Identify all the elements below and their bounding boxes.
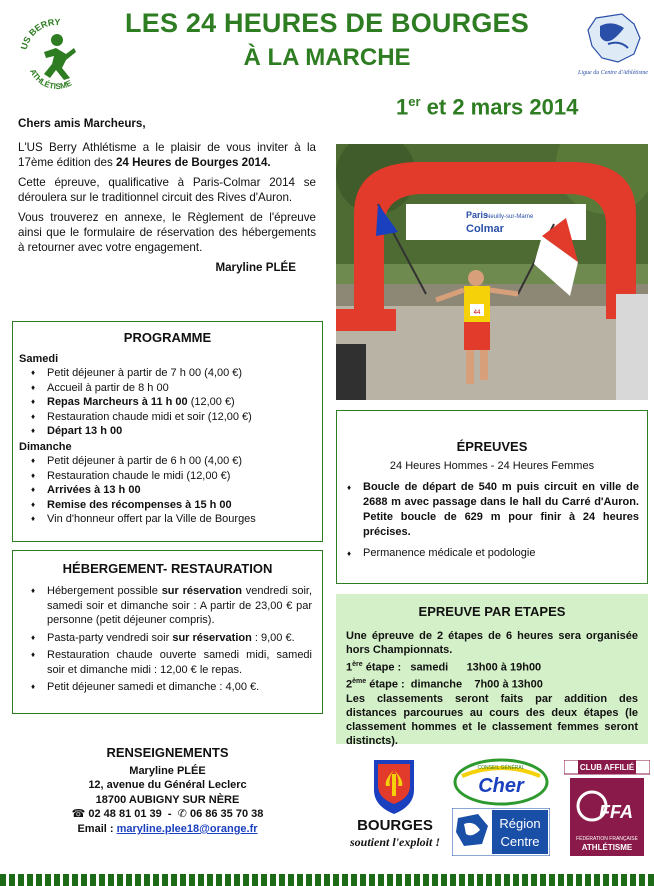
list-item: ♦ Petit déjeuner samedi et dimanche : 4,00 €. (31, 680, 316, 695)
epreuves-title: ÉPREUVES (456, 439, 528, 454)
svg-text:Région: Région (499, 816, 541, 831)
greeting: Chers amis Marcheurs, (18, 117, 146, 130)
svg-text:Ligue du Centre d'Athlétisme: Ligue du Centre d'Athlétisme (578, 70, 648, 76)
etape-1: 1ère étape : samedi 13h00 à 19h00 (346, 660, 542, 674)
svg-text:FFA: FFA (599, 802, 633, 822)
phone-icon: ☎ (71, 808, 86, 821)
region-centre-logo (452, 808, 550, 856)
contact-block (12, 746, 323, 837)
list-item: ♦ Accueil à partir de 8 h 00 (31, 381, 316, 396)
svg-text:FÉDÉRATION FRANÇAISE: FÉDÉRATION FRANÇAISE (576, 836, 638, 842)
epreuves-list (345, 480, 639, 561)
page-title: LES 24 HEURES DE BOURGES (125, 8, 529, 38)
list-item: ♦ Départ 13 h 00 (31, 424, 316, 439)
svg-text:Colmar: Colmar (466, 223, 504, 235)
etapes-box (336, 594, 648, 748)
list-item: ♦ Restauration chaude le midi (12,00 €) (31, 469, 316, 484)
list-item: ♦ Petit déjeuner à partir de 6 h 00 (4,00 €) (31, 454, 316, 469)
programme-title: PROGRAMME (123, 330, 212, 345)
contact-phone: 02 48 81 01 39 (88, 808, 162, 821)
page-subtitle: À LA MARCHE (243, 44, 411, 71)
svg-text:ATHLÉTISME: ATHLÉTISME (28, 67, 74, 92)
dimanche-list (19, 454, 316, 527)
contact-phones: ☎ 02 48 81 01 39 - ✆ 06 86 35 70 38 (71, 808, 264, 821)
race-photo (336, 144, 648, 400)
mobile-icon: ✆ (177, 808, 187, 821)
contact-name: Maryline PLÉE (129, 764, 206, 777)
samedi-list (19, 366, 316, 439)
us-berry-logo (14, 10, 100, 96)
list-item: ♦ Petit déjeuner à partir de 7 h 00 (4,00 €) (31, 366, 316, 381)
list-item: ♦ Arrivées à 13 h 00 (31, 483, 316, 498)
contact-email-line: Email : maryline.plee18@orange.fr (77, 822, 258, 835)
svg-text:US BERRY: US BERRY (18, 16, 61, 51)
etapes-intro: Une épreuve de 2 étapes de 6 heures sera organisée hors Championnats. (346, 630, 638, 657)
svg-text:CONSEIL GÉNÉRAL: CONSEIL GÉNÉRAL (477, 765, 525, 771)
cher-logo (452, 756, 550, 806)
svg-text:Cher: Cher (478, 775, 524, 797)
ffa-logo (564, 760, 650, 856)
svg-text:soutient l'exploit !: soutient l'exploit ! (349, 835, 441, 849)
day-label-dimanche: Dimanche (19, 440, 72, 453)
contact-address-1: 12, avenue du Général Leclerc (88, 779, 247, 792)
hebergement-list (19, 584, 316, 695)
intro-letter (18, 116, 316, 280)
day-label-samedi: Samedi (19, 353, 59, 365)
epreuves-box (336, 410, 648, 584)
epreuves-subtitle: 24 Heures Hommes - 24 Heures Femmes (389, 460, 595, 472)
ligue-centre-logo (578, 10, 648, 82)
svg-text:BOURGES: BOURGES (357, 817, 433, 834)
footer-divider (0, 874, 654, 886)
list-item: ♦ Remise des récompenses à 15 h 00 (31, 498, 316, 513)
email-link[interactable]: maryline.plee18@orange.fr (116, 822, 258, 835)
svg-text:ATHLÉTISME: ATHLÉTISME (581, 843, 633, 852)
list-item: ♦ Repas Marcheurs à 11 h 00 (12,00 €) (31, 395, 316, 410)
svg-text:Neuilly-sur-Marne: Neuilly-sur-Marne (486, 214, 534, 220)
svg-text:CLUB AFFILIÉ: CLUB AFFILIÉ (579, 763, 635, 772)
svg-text:44: 44 (473, 310, 481, 316)
contact-address-2: 18700 AUBIGNY SUR NÈRE (95, 793, 240, 806)
list-item: ♦ Hébergement possible sur réservation vendredi soir, samedi soir et dimanche soir : A partir de 23,00 € par personne (petit déjeuner compris). (31, 584, 316, 628)
hebergement-title: HÉBERGEMENT- RESTAURATION (62, 561, 273, 576)
contact-mobile: 06 86 35 70 38 (189, 808, 264, 821)
list-item: ♦ Pasta-party vendredi soir sur réservation : 9,00 €. (31, 631, 316, 646)
list-item: ♦ Permanence médicale et podologie (347, 546, 639, 561)
intro-paragraph-2: Cette épreuve, qualificative à Paris-Colmar 2014 se déroulera sur le traditionnel circuit des Rives d'Auron. (18, 176, 316, 204)
programme-box (12, 321, 323, 542)
intro-paragraph-3: Vous trouverez en annexe, le Règlement de l'épreuve ainsi que le formulaire de réservation des hébergements à retourner avec votre engagement. (18, 211, 316, 254)
contact-heading: RENSEIGNEMENTS (106, 745, 229, 760)
bourges-logo (340, 756, 450, 856)
signature: Maryline PLÉE (215, 261, 296, 274)
list-item: ♦ Restauration chaude ouverte samedi midi, samedi soir et dimanche midi : 12,00 € le repas. (31, 648, 316, 677)
list-item: ♦ Vin d'honneur offert par la Ville de Bourges (31, 512, 316, 527)
intro-paragraph-1: L'US Berry Athlétisme a le plaisir de vous inviter à la 17ème édition des 24 Heures de Bourges 2014. (18, 141, 316, 169)
event-date: 1er et 2 mars 2014 (396, 94, 579, 120)
etapes-title: EPREUVE PAR ETAPES (418, 604, 566, 619)
etapes-classement: Les classements seront faits par addition des distances parcourues au cours des deux étapes (le classement hommes et le classement femmes seront distincts). (346, 692, 638, 748)
hebergement-box (12, 550, 323, 714)
svg-text:Paris: Paris (466, 210, 489, 220)
etape-2: 2ème étape : dimanche 7h00 à 13h00 (346, 677, 543, 691)
svg-text:Centre: Centre (500, 834, 540, 849)
list-item: ♦ Boucle de départ de 540 m puis circuit en ville de 2688 m avec passage dans le hall du Carré d'Auron. Petite boucle de 629 m pour finir à 24 heures précises. (347, 480, 639, 540)
list-item: ♦ Restauration chaude midi et soir (12,00 €) (31, 410, 316, 425)
